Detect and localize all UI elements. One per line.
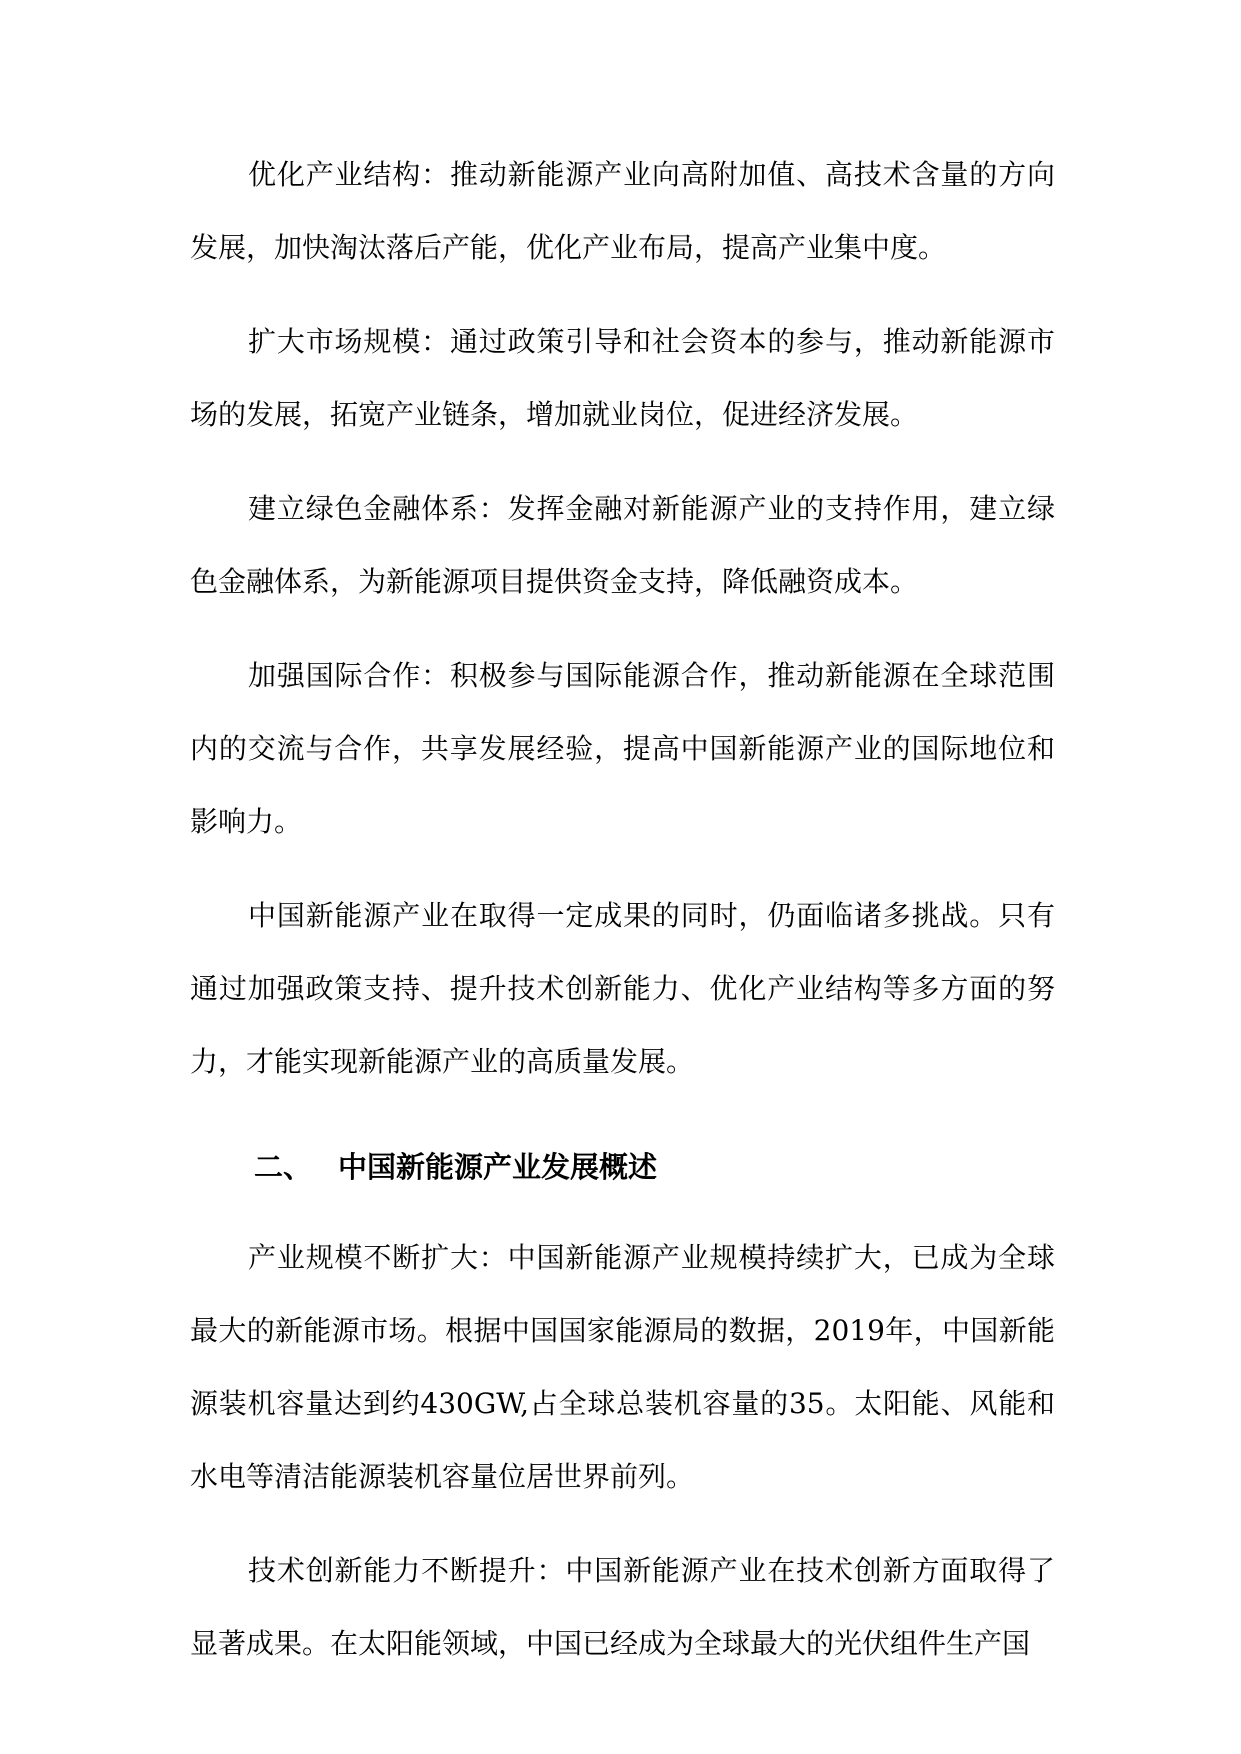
paragraph-conclusion: 中国新能源产业在取得一定成果的同时，仍面临诸多挑战。只有通过加强政策支持、提升技术创新能力、优化产业结构等多方面的努力，才能实现新能源产业的高质量发展。 — [190, 899, 1055, 1078]
paragraph-expand-market: 扩大市场规模：通过政策引导和社会资本的参与，推动新能源市场的发展，拓宽产业链条，增加就业岗位，促进经济发展。 — [190, 325, 1055, 431]
paragraph-green-finance: 建立绿色金融体系：发挥金融对新能源产业的支持作用，建立绿色金融体系，为新能源项目提供资金支持，降低融资成本。 — [190, 492, 1055, 598]
paragraph-optimize-structure: 优化产业结构：推动新能源产业向高附加值、高技术含量的方向发展，加快淘汰落后产能，优化产业布局，提高产业集中度。 — [190, 158, 1055, 264]
section-number: 二、 — [254, 1150, 313, 1184]
paragraph-industry-scale: 产业规模不断扩大：中国新能源产业规模持续扩大，已成为全球最大的新能源市场。根据中国国家能源局的数据，2019年，中国新能源装机容量达到约430GW,占全球总装机容量的35。太阳能、风能和水电等清洁能源装机容量位居世界前列。 — [190, 1241, 1055, 1493]
paragraph-international-cooperation: 加强国际合作：积极参与国际能源合作，推动新能源在全球范围内的交流与合作，共享发展经验，提高中国新能源产业的国际地位和影响力。 — [190, 659, 1055, 838]
section-heading — [190, 1142, 1055, 1192]
paragraph-technology-innovation: 技术创新能力不断提升：中国新能源产业在技术创新方面取得了显著成果。在太阳能领域，中国已经成为全球最大的光伏组件生产国 — [190, 1554, 1055, 1660]
section-title: 中国新能源产业发展概述 — [338, 1150, 658, 1184]
document-body — [190, 138, 1055, 1701]
